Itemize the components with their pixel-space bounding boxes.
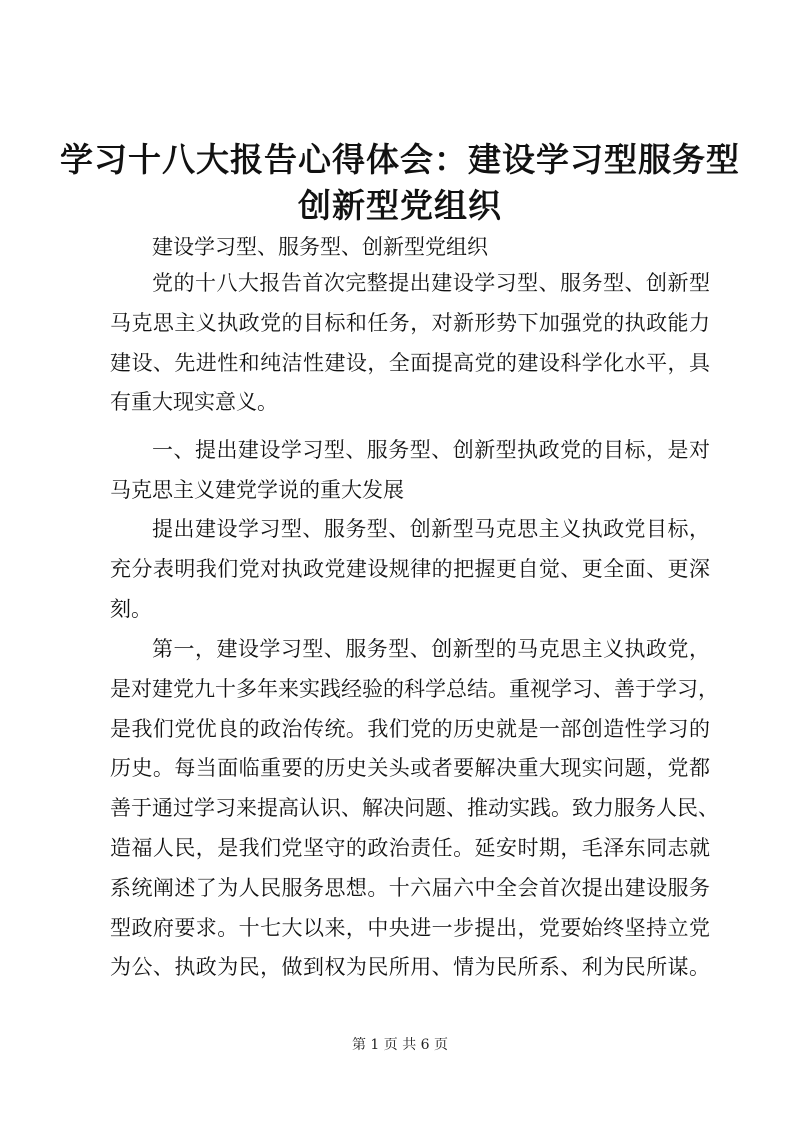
text-line: 充分表明我们党对执政党建设规律的把握更自觉、更全面、更深 xyxy=(110,556,710,581)
text-line: 党的十八大报告首次完整提出建设学习型、服务型、创新型 xyxy=(152,271,710,295)
text-line: 提出建设学习型、服务型、创新型马克思主义执政党目标， xyxy=(152,517,710,541)
text-line: 刻。 xyxy=(110,596,152,621)
text-line: 建设学习型、服务型、创新型党组织 xyxy=(152,235,488,259)
text-line: 有重大现实意义。 xyxy=(110,390,278,415)
page-number-footer: 第 1 页 共 6 页 xyxy=(351,1037,449,1053)
paragraph-1 xyxy=(110,264,710,423)
text-line: 造福人民，是我们党坚守的政治责任。延安时期，毛泽东同志就 xyxy=(110,835,710,860)
text-line: 是对建党九十多年来实践经验的科学总结。重视学习、善于学习， xyxy=(110,676,719,701)
text-line: 为公、执政为民，做到权为民所用、情为民所系、利为民所谋。 xyxy=(110,955,710,980)
text-line: 一、提出建设学习型、服务型、创新型执政党的目标，是对 xyxy=(152,438,710,462)
paragraph-3 xyxy=(110,630,719,988)
paragraph-heading-intro xyxy=(110,228,710,268)
text-line: 第一，建设学习型、服务型、创新型的马克思主义执政党， xyxy=(152,637,710,661)
text-line: 历史。每当面临重要的历史关头或者要解决重大现实问题，党都 xyxy=(110,756,710,781)
paragraph-2 xyxy=(110,510,710,629)
text-line: 马克思主义建党学说的重大发展 xyxy=(110,477,404,502)
text-line: 建设、先进性和纯洁性建设，全面提高党的建设科学化水平，具 xyxy=(110,350,710,375)
text-line: 马克思主义执政党的目标和任务，对新形势下加强党的执政能力 xyxy=(110,310,710,335)
document-title-line-1: 学习十八大报告心得体会：建设学习型服务型 xyxy=(60,140,740,179)
text-line: 是我们党优良的政治传统。我们党的历史就是一部创造性学习的 xyxy=(110,716,710,741)
document-title-line-2: 创新型党组织 xyxy=(298,186,502,225)
text-line: 善于通过学习来提高认识、解决问题、推动实践。致力服务人民、 xyxy=(110,796,719,821)
text-line: 型政府要求。十七大以来，中央进一步提出，党要始终坚持立党 xyxy=(110,915,710,940)
paragraph-section-heading-1 xyxy=(110,431,710,511)
text-line: 系统阐述了为人民服务思想。十六届六中全会首次提出建设服务 xyxy=(110,875,710,900)
